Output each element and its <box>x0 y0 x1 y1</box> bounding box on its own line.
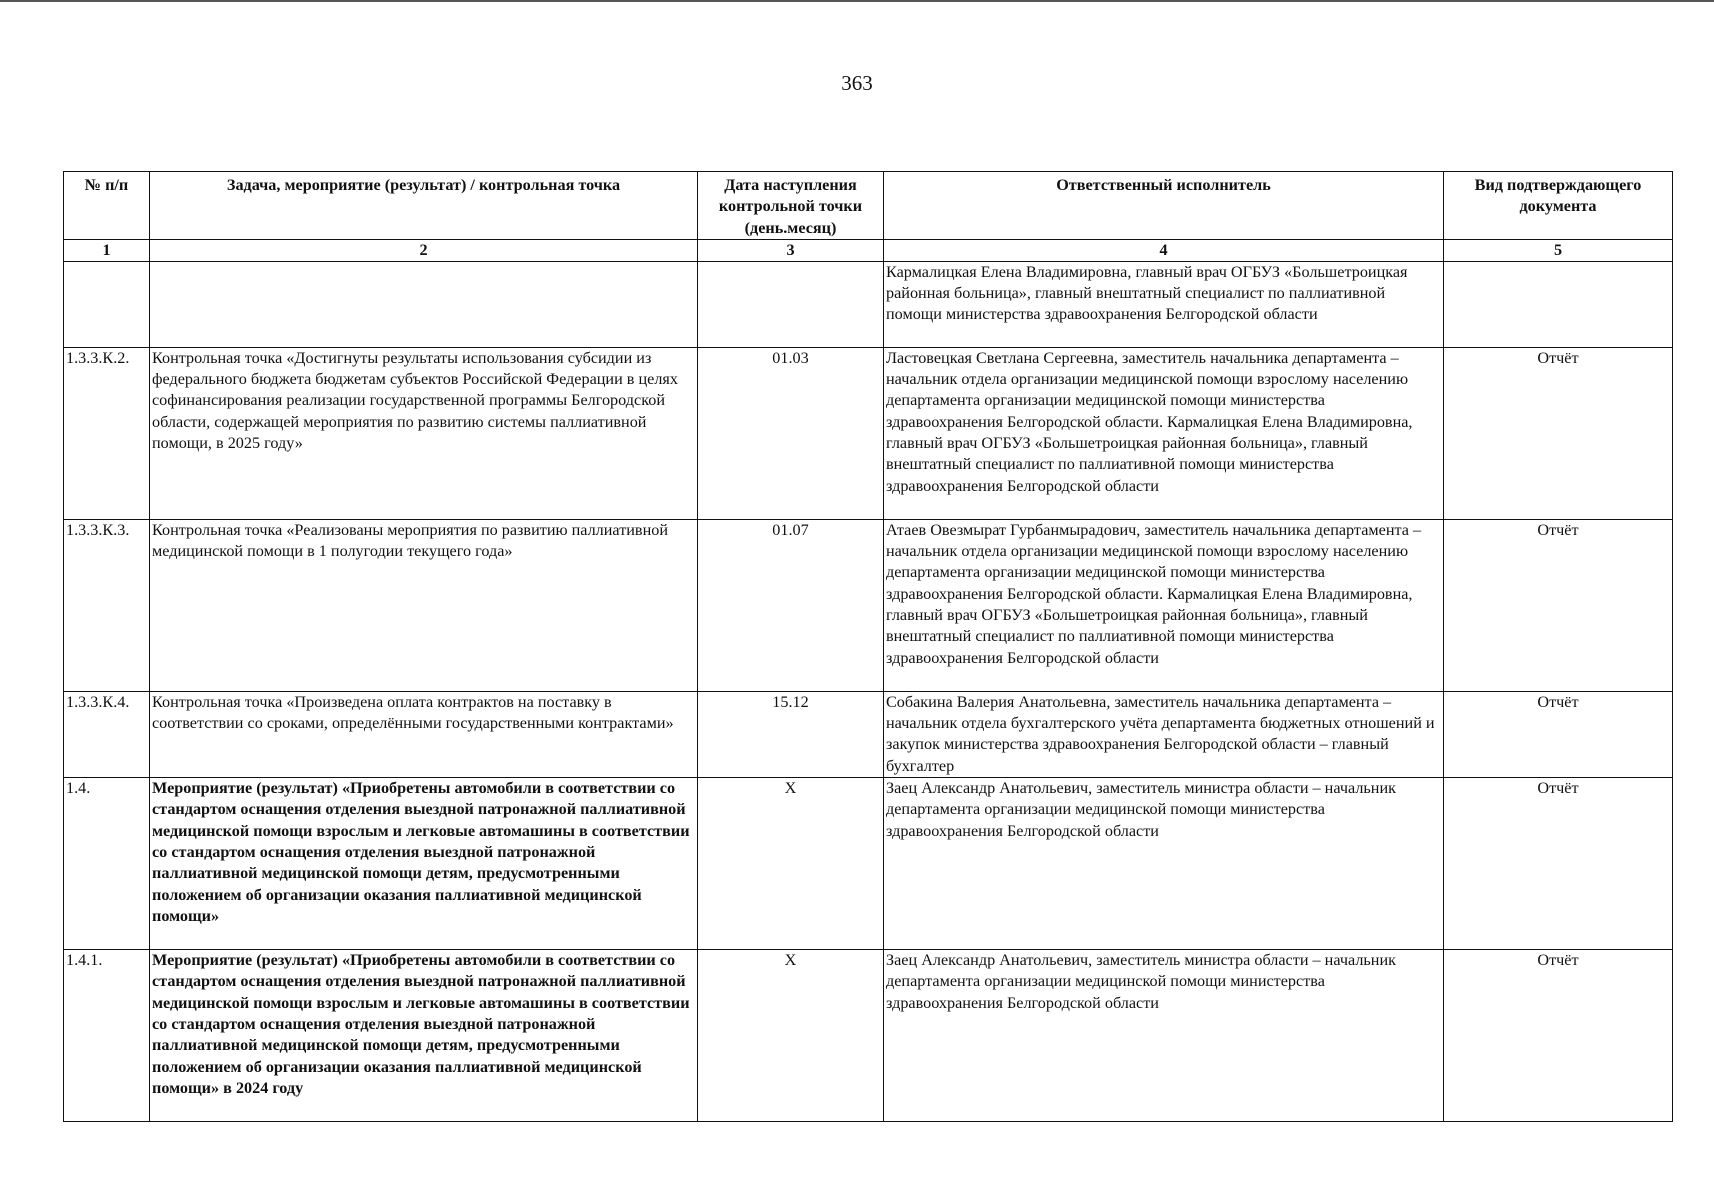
row-number: 1.4.1. <box>64 950 150 1122</box>
column-index-row <box>64 239 1673 261</box>
row-task <box>150 261 698 347</box>
row-task: Контрольная точка «Реализованы мероприятия по развитию паллиативной медицинской помощи в 1 полугодии текущего года» <box>150 519 698 691</box>
row-number: 1.3.3.К.3. <box>64 519 150 691</box>
plan-table <box>63 171 1673 1122</box>
header-doc-type: Вид подтверждающего документа <box>1444 172 1673 240</box>
header-task: Задача, мероприятие (результат) / контрольная точка <box>150 172 698 240</box>
row-date: 15.12 <box>698 691 884 777</box>
row-number <box>64 261 150 347</box>
row-task: Мероприятие (результат) «Приобретены автомобили в соответствии со стандартом оснащения отделения выездной патронажной паллиативной медицинской помощи взрослым и легковые автомашины в соответствии со стандартом оснащения отделения выездной патронажной паллиативной медицинской помощи детям, предусмотренными положением об организации оказания паллиативной медицинской помощи» <box>150 778 698 950</box>
table-row <box>64 261 1673 347</box>
row-executor: Кармалицкая Елена Владимировна, главный врач ОГБУЗ «Большетроицкая районная больница», главный внештатный специалист по паллиативной помощи министерства здравоохранения Белгородской области <box>884 261 1444 347</box>
table-row <box>64 950 1673 1122</box>
table-row <box>64 519 1673 691</box>
row-doc-type: Отчёт <box>1444 519 1673 691</box>
table-header-row <box>64 172 1673 240</box>
table-row <box>64 691 1673 777</box>
header-executor: Ответственный исполнитель <box>884 172 1444 240</box>
row-number: 1.3.3.К.2. <box>64 347 150 519</box>
row-executor: Атаев Овезмырат Гурбанмырадович, заместитель начальника департамента – начальник отдела организации медицинской помощи взрослому населению департамента организации медицинской помощи министерства здравоохранения Белгородской области. Кармалицкая Елена Владимировна, главный врач ОГБУЗ «Большетроицкая районная больница», главный внештатный специалист по паллиативной помощи министерства здравоохранения Белгородской области <box>884 519 1444 691</box>
row-number: 1.3.3.К.4. <box>64 691 150 777</box>
row-date <box>698 261 884 347</box>
column-index: 1 <box>64 239 150 261</box>
row-date: 01.07 <box>698 519 884 691</box>
column-index: 5 <box>1444 239 1673 261</box>
row-executor: Заец Александр Анатольевич, заместитель министра области – начальник департамента организации медицинской помощи министерства здравоохранения Белгородской области <box>884 950 1444 1122</box>
row-date: Х <box>698 950 884 1122</box>
page-number: 363 <box>841 71 873 95</box>
header-date: Дата наступления контрольной точки (день.месяц) <box>698 172 884 240</box>
row-executor: Ластовецкая Светлана Сергеевна, заместитель начальника департамента – начальник отдела организации медицинской помощи взрослому населению департамента организации медицинской помощи министерства здравоохранения Белгородской области. Кармалицкая Елена Владимировна, главный врач ОГБУЗ «Большетроицкая районная больница», главный внештатный специалист по паллиативной помощи министерства здравоохранения Белгородской области <box>884 347 1444 519</box>
column-index: 3 <box>698 239 884 261</box>
row-task: Контрольная точка «Достигнуты результаты использования субсидии из федерального бюджета бюджетам субъектов Российской Федерации в целях софинансирования реализации государственной программы Белгородской области, содержащей мероприятия по развитию системы паллиативной помощи, в 2025 году» <box>150 347 698 519</box>
top-rule <box>0 0 1714 5</box>
row-doc-type: Отчёт <box>1444 950 1673 1122</box>
row-doc-type: Отчёт <box>1444 778 1673 950</box>
row-date: 01.03 <box>698 347 884 519</box>
row-number: 1.4. <box>64 778 150 950</box>
table-row <box>64 778 1673 950</box>
row-task: Мероприятие (результат) «Приобретены автомобили в соответствии со стандартом оснащения отделения выездной патронажной паллиативной медицинской помощи взрослым и легковые автомашины в соответствии со стандартом оснащения отделения выездной патронажной паллиативной медицинской помощи детям, предусмотренными положением об организации оказания паллиативной медицинской помощи» в 2024 году <box>150 950 698 1122</box>
column-index: 2 <box>150 239 698 261</box>
header-num: № п/п <box>64 172 150 240</box>
row-executor: Собакина Валерия Анатольевна, заместитель начальника департамента – начальник отдела бухгалтерского учёта департамента бюджетных отношений и закупок министерства здравоохранения Белгородской области – главный бухгалтер <box>884 691 1444 777</box>
column-index: 4 <box>884 239 1444 261</box>
row-doc-type <box>1444 261 1673 347</box>
table-row <box>64 347 1673 519</box>
row-doc-type: Отчёт <box>1444 347 1673 519</box>
row-executor: Заец Александр Анатольевич, заместитель министра области – начальник департамента организации медицинской помощи министерства здравоохранения Белгородской области <box>884 778 1444 950</box>
row-task: Контрольная точка «Произведена оплата контрактов на поставку в соответствии со сроками, определёнными государственными контрактами» <box>150 691 698 777</box>
row-doc-type: Отчёт <box>1444 691 1673 777</box>
row-date: Х <box>698 778 884 950</box>
